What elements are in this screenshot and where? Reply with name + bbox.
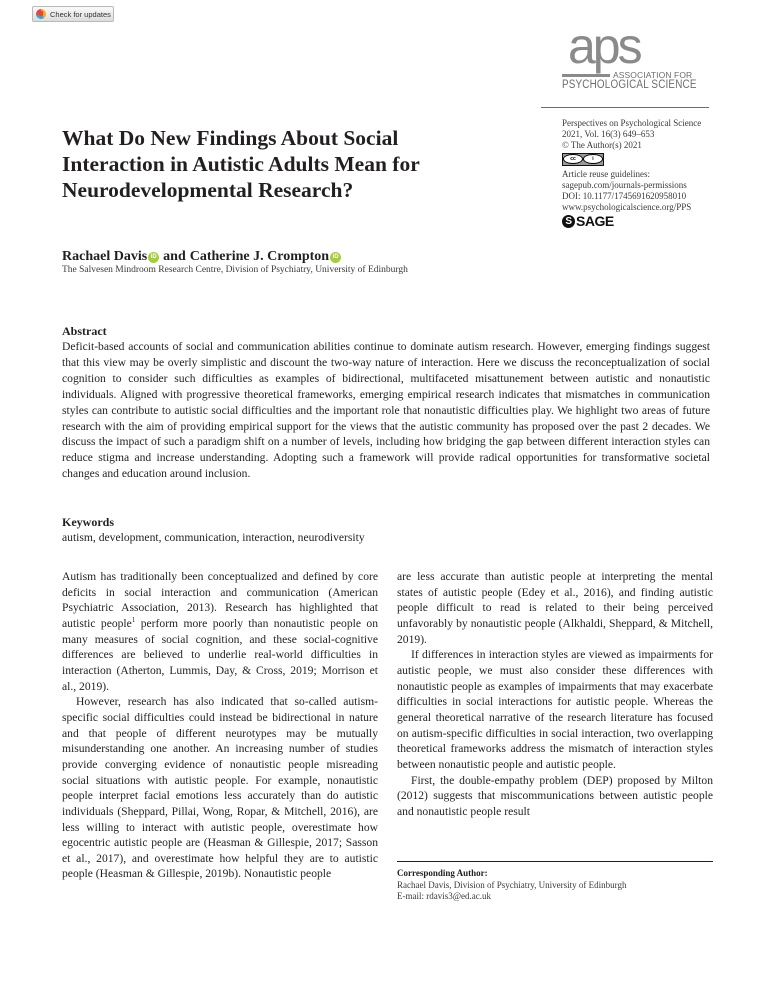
body-column-left [62,569,378,882]
author-connector: and [163,249,186,264]
footnote-ref[interactable]: 1 [131,616,136,625]
corresponding-author-heading: Corresponding Author: [397,868,488,878]
body-text: Autism has traditionally been conceptualized and defined by core deficits in social interaction and communication (American Psychiatric Association, 2013). Research has highlighted that autistic people [62,570,378,630]
corresponding-author-email[interactable]: E-mail: rdavis3@ed.ac.uk [397,891,492,901]
footnote-divider [397,861,713,862]
journal-name: Perspectives on Psychological Science [562,118,702,128]
body-text: perform more poorly than nonautistic people on many measures of social cognition, and these social-cognitive differences are believed to underlie real-world difficulties in interaction (Atherton, Lummis, Day, & Cross, 2019; Morrison et al., 2019). [62,616,378,693]
publisher-name: SAGE [576,213,614,230]
reuse-guidelines-label: Article reuse guidelines: [562,168,650,179]
check-for-updates-label: Check for updates [50,9,111,19]
author-name[interactable]: Catherine J. Crompton [189,249,330,264]
aps-psychological-science-text: PSYCHOLOGICAL SCIENCE [562,79,697,91]
doi[interactable]: DOI: 10.1177/1745691620958010 [562,191,687,202]
abstract-heading: Abstract [62,324,107,338]
body-paragraph [62,569,378,694]
aps-logo [562,18,702,91]
body-paragraph: are less accurate than autistic people at interpreting the mental states of autistic people (Edey et al., 2016), and finding autistic people difficult to read is related to their being perceived unfavorably by nonautistic people (Alkhaldi, Sheppard, & Mitchell, 2019). [397,570,713,646]
cc-by-license-badge[interactable] [562,153,604,166]
permissions-link[interactable]: sagepub.com/journals-permissions [562,179,687,190]
sage-logo [562,215,701,228]
author-name[interactable]: Rachael Davis [62,249,148,264]
aps-association-text: ASSOCIATION FOR [613,70,693,80]
journal-meta [562,118,701,228]
copyright: © The Author(s) 2021 [562,140,642,151]
attribution-icon: i [583,154,603,164]
corresponding-author [397,868,626,903]
affiliation: The Salvesen Mindroom Research Centre, Division of Psychiatry, University of Edinburgh [62,265,408,275]
journal-volume: 2021, Vol. 16(3) 649–653 [562,129,655,140]
abstract-text: Deficit-based accounts of social and communication abilities continue to dominate autism research. However, emerging findings suggest that this view may be overly simplistic and discount the two-way nature of interaction. Here we discuss the reconceptualization of social cognition to consider such difficulties as examples of bidirectional, multifaceted misattunement between autistic and nonautistic individuals. Aligned with progressive theoretical frameworks, emerging empirical research indicates that mismatches in communication styles can contribute to autistic social difficulties and the important role that nonautistic difficulties play. We highlight two areas of future research with the aim of providing empirical support for the views that the autistic community has proposed over the past 2 decades. We discuss the impact of such a paradigm shift on a number of levels, including how bridging the gap between different interaction styles can reduce stigma and increase understanding. Adopting such a framework will provide radical opportunities for transformative societal changes and education around inclusion. [62,340,710,481]
keywords-heading: Keywords [62,515,114,529]
corresponding-author-name: Rachael Davis, Division of Psychiatry, University of Edinburgh [397,879,627,890]
sage-s-icon: S [562,215,575,228]
abstract-section [62,324,710,482]
body-paragraph: First, the double-empathy problem (DEP) proposed by Milton (2012) suggests that miscommunications between autistic people and nonautistic people result [397,773,713,818]
body-column-right [397,569,713,820]
check-for-updates-button[interactable] [32,6,114,22]
cc-icon: cc [563,154,583,164]
orcid-icon[interactable]: iD [148,252,159,263]
orcid-icon[interactable]: iD [330,252,341,263]
keywords-list: autism, development, communication, interaction, neurodiversity [62,531,365,544]
journal-website-link[interactable]: www.psychologicalscience.org/PPS [562,202,692,213]
crossmark-icon [36,9,46,19]
body-paragraph: If differences in interaction styles are viewed as impairments for autistic people, we must also consider these differences with nonautistic people as examples of impairments that may exacerbate difficulties in social interactions for autistic people. Whereas the general theoretical narrative of the research literature has focused on autism-specific difficulties in social interaction, two overlapping theoretical frameworks address the mismatch of interaction styles between nonautistic people and autistic people. [397,648,713,771]
author-line [62,249,345,265]
body-paragraph: However, research has also indicated that so-called autism-specific social difficulties could instead be bidirectional in nature and that people of different neurotypes may be mutually misunderstanding one another. An increasing number of studies provide converging evidence of nonautistic people misreading social situations with autistic people. For example, nonautistic people interpret facial emotions less accurately than do autistic individuals (Sheppard, Pillai, Wong, Ropar, & Mitchell, 2016), are less willing to interact with autistic people, overestimate how egocentric autistic people are (Heasman & Gillespie, 2017; Sasson et al., 2017), and overestimate how helpful they are to autistic people (Heasman & Gillespie, 2019b). Nonautistic people [62,695,378,881]
header-divider [541,107,709,108]
article-title: What Do New Findings About Social Interaction in Autistic Adults Mean for Neurodevelopmental Research? [62,126,420,202]
aps-logo-bar [562,74,610,77]
keywords-section [62,515,710,545]
aps-wordmark: aps [568,18,640,74]
